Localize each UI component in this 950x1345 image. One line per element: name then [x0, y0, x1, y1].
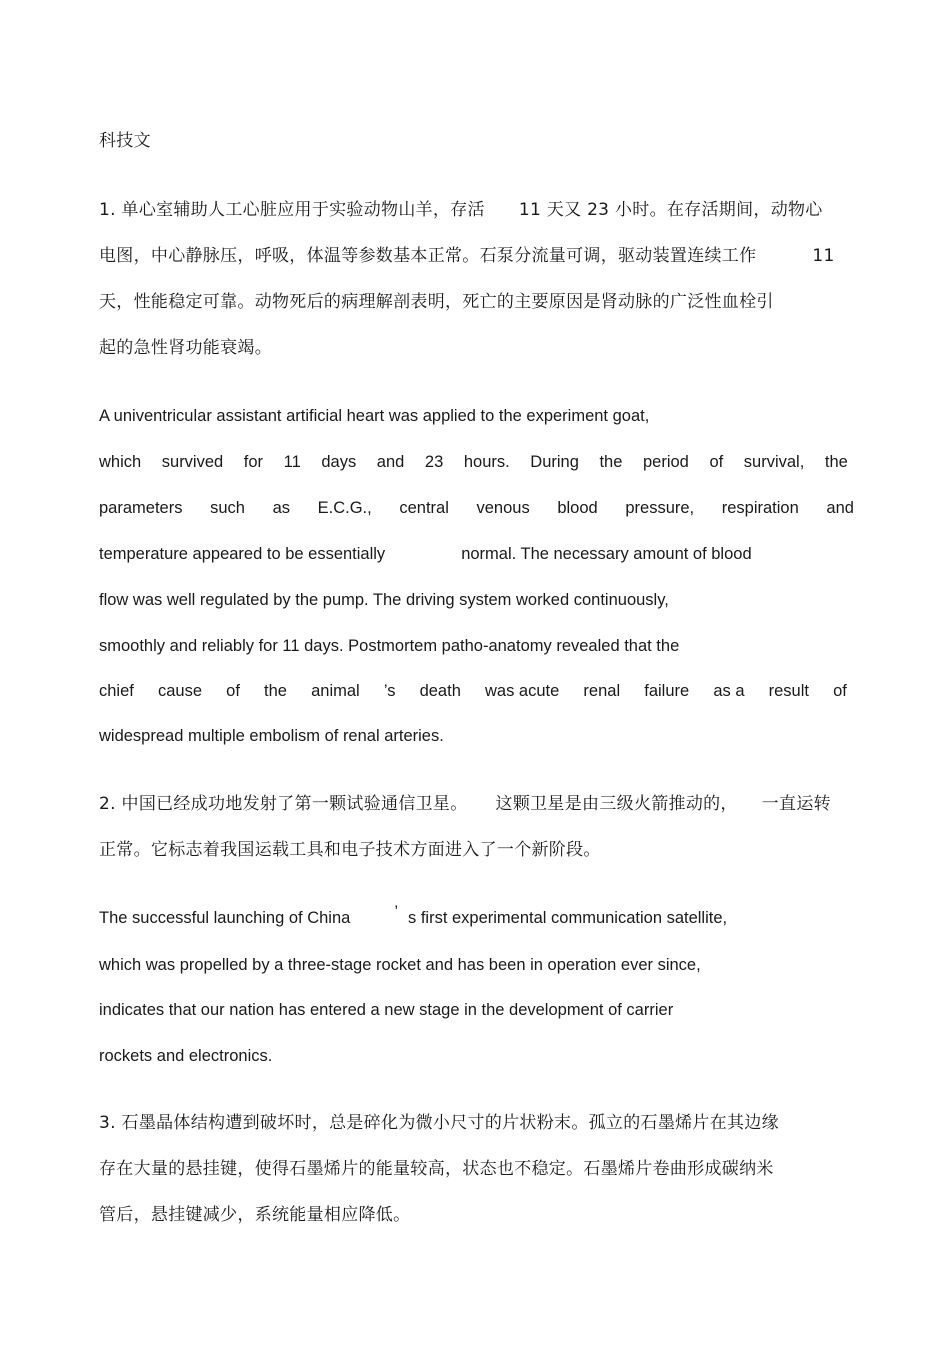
p1-en-line-3 [99, 497, 854, 519]
p1-zh-line-2-b: 11 [812, 246, 835, 266]
p1-en-word: chief [99, 682, 134, 700]
p1-en-line-5: flow was well regulated by the pump. The driving system worked continuously, [99, 591, 669, 609]
p1-zh-line-2-a: 电图，中心静脉压，呼吸，体温等参数基本正常。石泵分流量可调，驱动装置连续工作 [99, 246, 757, 266]
p1-en-word: venous [476, 499, 530, 517]
p1-en-line-1: A univentricular assistant artificial heart was applied to the experiment goat, [99, 407, 650, 425]
p2-en-line-1 [99, 903, 728, 929]
p1-en-word: the [264, 682, 287, 700]
p1-en-word: which [99, 453, 142, 471]
p1-en-word: During [530, 453, 579, 471]
p1-en-word: days [321, 453, 357, 471]
p1-en-word: animal [311, 682, 360, 700]
p3-zh-line-1: 3. 石墨晶体结构遭到破坏时，总是碎化为微小尺寸的片状粉末。孤立的石墨烯片在其边缘 [99, 1113, 779, 1133]
p1-zh-line-1-b: 11 天又 23 小时。在存活期间，动物心 [518, 200, 823, 220]
p1-en-line-4 [99, 543, 752, 565]
p1-en-word: such [210, 499, 245, 517]
p1-en-word: the [824, 453, 848, 471]
p1-en-word: failure [644, 682, 690, 700]
p1-en-word: result [768, 682, 809, 700]
p1-en-line-2 [99, 451, 848, 473]
p1-en-word: central [399, 499, 449, 517]
p1-zh-line-4: 起的急性肾功能衰竭。 [99, 338, 272, 358]
p2-zh-line-2: 正常。它标志着我国运载工具和电子技术方面进入了一个新阶段。 [99, 840, 601, 860]
p3-zh-line-3: 管后，悬挂键减少，系统能量相应降低。 [99, 1205, 411, 1225]
p3-zh-line-2: 存在大量的悬挂键，使得石墨烯片的能量较高，状态也不稳定。石墨烯片卷曲形成碳纳米 [99, 1159, 774, 1179]
p1-en-word: respiration [721, 499, 799, 517]
p2-en-line-4: rockets and electronics. [99, 1047, 273, 1065]
p1-en-word: the [599, 453, 623, 471]
p2-zh-line-1-a: 2. 中国已经成功地发射了第一颗试验通信卫星。 [99, 794, 468, 814]
p1-en-word: death [419, 682, 461, 700]
p1-zh-line-3: 天，性能稳定可靠。动物死后的病理解剖表明，死亡的主要原因是肾动脉的广泛性血栓引 [99, 292, 774, 312]
p1-en-word: survival, [743, 453, 805, 471]
p1-en-word: of [709, 453, 724, 471]
document-title: 科技文 [99, 131, 151, 151]
p2-zh-line-1-b: 这颗卫星是由三级火箭推动的， [495, 794, 738, 814]
p1-zh-line-2 [99, 245, 835, 267]
p1-en-line-6: smoothly and reliably for 11 days. Postmortem patho-anatomy revealed that the [99, 637, 680, 655]
p1-en-word: hours. [463, 453, 510, 471]
p1-en-line-4-a: temperature appeared to be essentially [99, 545, 386, 563]
p1-en-word: of [226, 682, 240, 700]
p1-en-word: 23 [424, 453, 444, 471]
p1-zh-line-1-a: 1. 单心室辅助人工心脏应用于实验动物山羊，存活 [99, 200, 485, 220]
p2-zh-line-1-c: 一直运转 [761, 794, 831, 814]
p2-en-line-3: indicates that our nation has entered a new stage in the development of carrier [99, 1001, 674, 1019]
p2-en-line-2: which was propelled by a three-stage rocket and has been in operation ever since, [99, 956, 701, 974]
p1-en-word: and [376, 453, 405, 471]
p1-en-word: period [642, 453, 689, 471]
p1-en-word: renal [583, 682, 621, 700]
p2-en-apostrophe: ’ [394, 903, 398, 921]
p1-en-word: and [826, 499, 854, 517]
p1-en-line-7 [99, 680, 847, 702]
p1-en-word: parameters [99, 499, 183, 517]
p1-en-word: of [833, 682, 847, 700]
p1-en-word: was acute [485, 682, 560, 700]
p1-en-word: for [243, 453, 264, 471]
p2-en-line-1-a: The successful launching of China [99, 909, 351, 927]
p1-en-word: as [272, 499, 290, 517]
p1-en-word: cause [157, 682, 203, 700]
p1-en-line-4-b: normal. The necessary amount of blood [461, 545, 752, 563]
p2-en-line-1-c: s first experimental communication satellite, [407, 909, 728, 927]
p1-en-line-8: widespread multiple embolism of renal arteries. [99, 727, 444, 745]
p1-zh-line-1 [99, 199, 823, 221]
p1-en-word: as a [713, 682, 745, 700]
p2-zh-line-1 [99, 793, 831, 815]
p1-en-word: blood [557, 499, 598, 517]
p1-en-word: E.C.G., [317, 499, 372, 517]
p1-en-word: 11 [283, 453, 301, 471]
p1-en-word: survived [161, 453, 224, 471]
p1-en-word: pressure, [625, 499, 695, 517]
p1-en-word: ’s [383, 682, 396, 700]
